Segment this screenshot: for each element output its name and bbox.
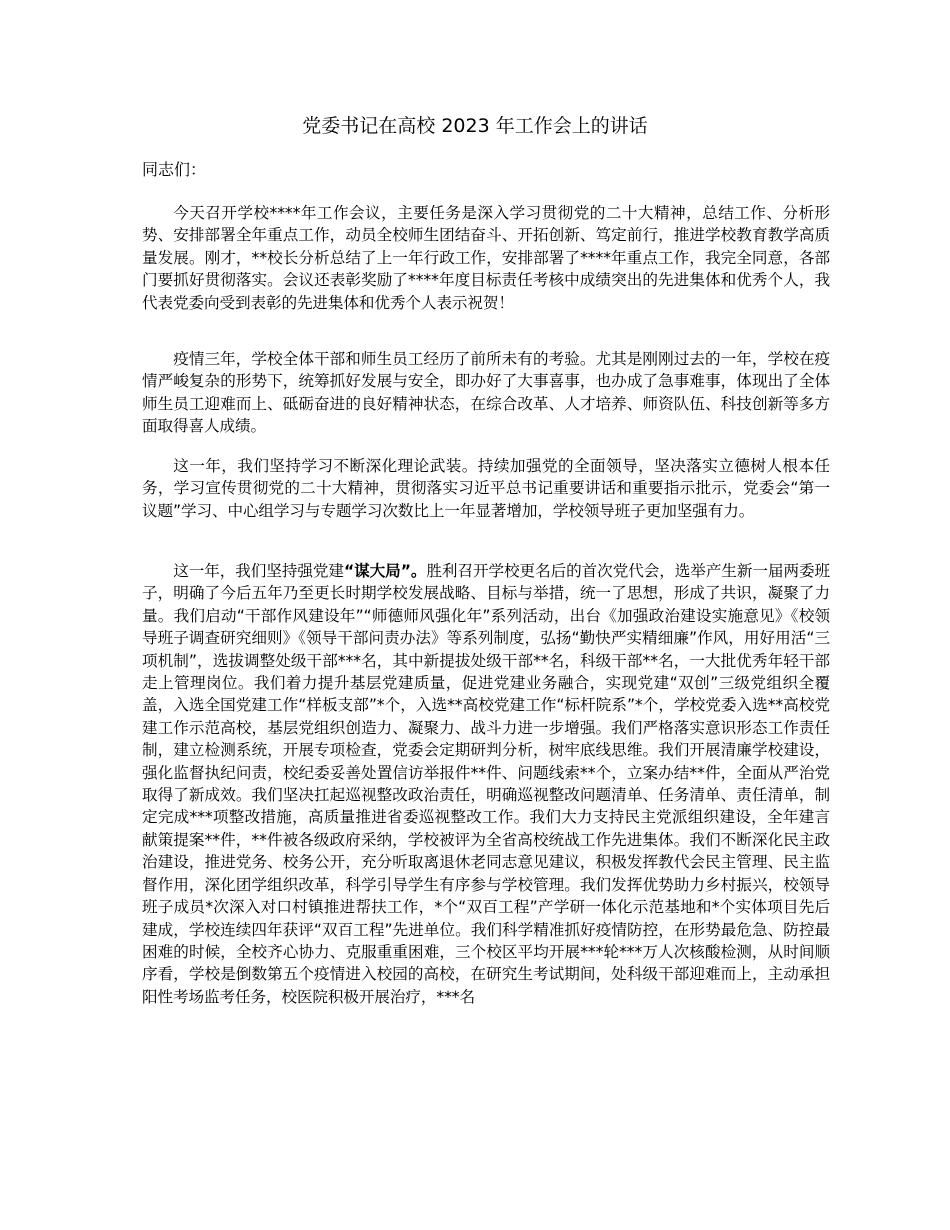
paragraph-1: 今天召开学校****年工作会议，主要任务是深入学习贯彻党的二十大精神，总结工作、分析形势、安排部署全年重点工作，动员全校师生团结奋斗、开拓创新、笃定前行，推进学校教育教学高质量发展。刚才，**校长分析总结了上一年行政工作，安排部署了****年重点工作，我完全同意，各部门要抓好贯彻落实。会议还表彰奖励了****年度目标责任考核中成绩突出的先进集体和优秀个人，我代表党委向受到表彰的先进集体和优秀个人表示祝贺！ <box>142 204 830 312</box>
paragraph-4-rest: 胜利召开学校更名后的首次党代会，选举产生新一届两委班子，明确了今后五年乃至更长时期学校发展战略、目标与举措，统一了思想，形成了共识，凝聚了力量。我们启动“干部作风建设年”“师德师风强化年”系列活动，出台《加强政治建设实施意见》《校领导班子调查研究细则》《领导干部问责办法》等系列制度，弘扬“勤快严实精细廉”作风，用好用活“三项机制”，选拔调整处级干部***名，其中新提拔处级干部**名，科级干部**名，一大批优秀年轻干部走上管理岗位。我们着力提升基层党建质量，促进党建业务融合，实现党建“双创”三级党组织全覆盖，入选全国党建工作“样板支部”*个，入选**高校党建工作“标杆院系”*个，学校党委入选**高校党建工作示范高校，基层党组织创造力、凝聚力、战斗力进一步增强。我们严格落实意识形态工作责任制，建立检测系统，开展专项检查，党委会定期研判分析，树牢底线思维。我们开展清廉学校建设，强化监督执纪问责，校纪委妥善处置信访举报件**件、问题线索**个，立案办结**件，全面从严治党取得了新成效。我们坚决扛起巡视整改政治责任，明确巡视整改问题清单、任务清单、责任清单，制定完成***项整改措施，高质量推进省委巡视整改工作。我们大力支持民主党派组织建设，全年建言献策提案**件，**件被各级政府采纳，学校被评为全省高校统战工作先进集体。我们不断深化民主政治建设，推进党务、校务公开，充分听取离退休老同志意见建议，积极发挥教代会民主管理、民主监督作用，深化团学组织改革，科学引导学生有序参与学校管理。我们发挥优势助力乡村振兴，校领导班子成员*次深入对口村镇推进帮扶工作，*个“双百工程”产学研一体化示范基地和*个实体项目先后建成，学校连续四年获评“双百工程”先进单位。我们科学精准抓好疫情防控，在形势最危急、防控最困难的时候，全校齐心协力、克服重重困难，三个校区平均开展***轮***万人次核酸检测，从时间顺序看，学校是倒数第五个疫情进入校园的高校，在研究生考试期间，处科级干部迎难而上，主动承担阳性考场监考任务，校医院积极开展治疗，***名 <box>142 562 830 1006</box>
paragraph-4-emphasis: “谋大局”。 <box>343 562 427 580</box>
greeting: 同志们： <box>142 160 207 179</box>
document-title: 党委书记在高校 2023 年工作会上的讲话 <box>302 115 648 137</box>
paragraph-3: 这一年，我们坚持学习不断深化理论武装。持续加强党的全面领导，坚决落实立德树人根本任务，学习宣传贯彻党的二十大精神，贯彻落实习近平总书记重要讲话和重要指示批示，党委会“第一议题”学习、中心组学习与专题学习次数比上一年显著增加，学校领导班子更加坚强有力。 <box>142 457 830 520</box>
paragraph-4 <box>142 560 830 1008</box>
paragraph-2: 疫情三年，学校全体干部和师生员工经历了前所未有的考验。尤其是刚刚过去的一年，学校在疫情严峻复杂的形势下，统筹抓好发展与安全，即办好了大事喜事，也办成了急事难事，体现出了全体师生员工迎难而上、砥砺奋进的良好精神状态，在综合改革、人才培养、师资队伍、科技创新等多方面取得喜人成绩。 <box>142 350 830 436</box>
paragraph-4-lead: 这一年，我们坚持强党建 <box>173 562 344 580</box>
